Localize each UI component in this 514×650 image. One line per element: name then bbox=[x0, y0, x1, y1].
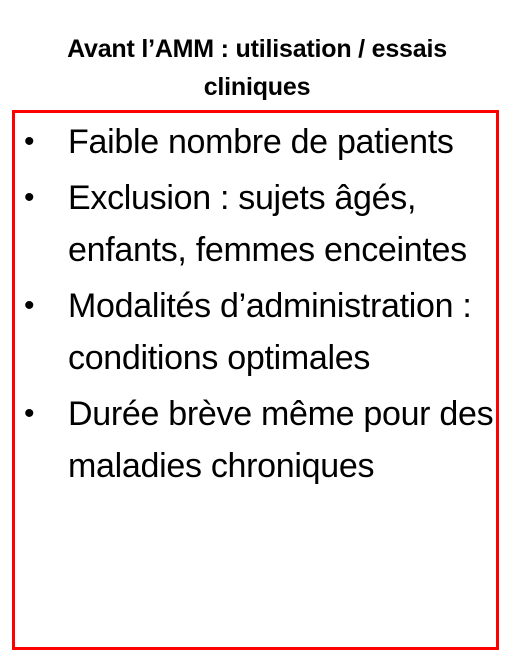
bullet-icon: • bbox=[24, 125, 35, 158]
bullet-item bbox=[22, 388, 502, 492]
bullet-icon: • bbox=[24, 181, 35, 214]
bullet-item bbox=[22, 172, 502, 276]
slide-title: Avant l’AMM : utilisation / essais cliniques bbox=[67, 35, 447, 101]
bullet-text: Durée brève même pour des maladies chroniques bbox=[68, 395, 494, 485]
bullet-list bbox=[22, 116, 502, 496]
bullet-text: Modalités d’administration : conditions optimales bbox=[68, 287, 472, 377]
bullet-icon: • bbox=[24, 289, 35, 322]
bullet-item bbox=[22, 280, 502, 384]
bullet-item bbox=[22, 116, 502, 168]
bullet-text: Faible nombre de patients bbox=[68, 123, 454, 161]
bullet-icon: • bbox=[24, 397, 35, 430]
bullet-text: Exclusion : sujets âgés, enfants, femmes enceintes bbox=[68, 179, 467, 269]
